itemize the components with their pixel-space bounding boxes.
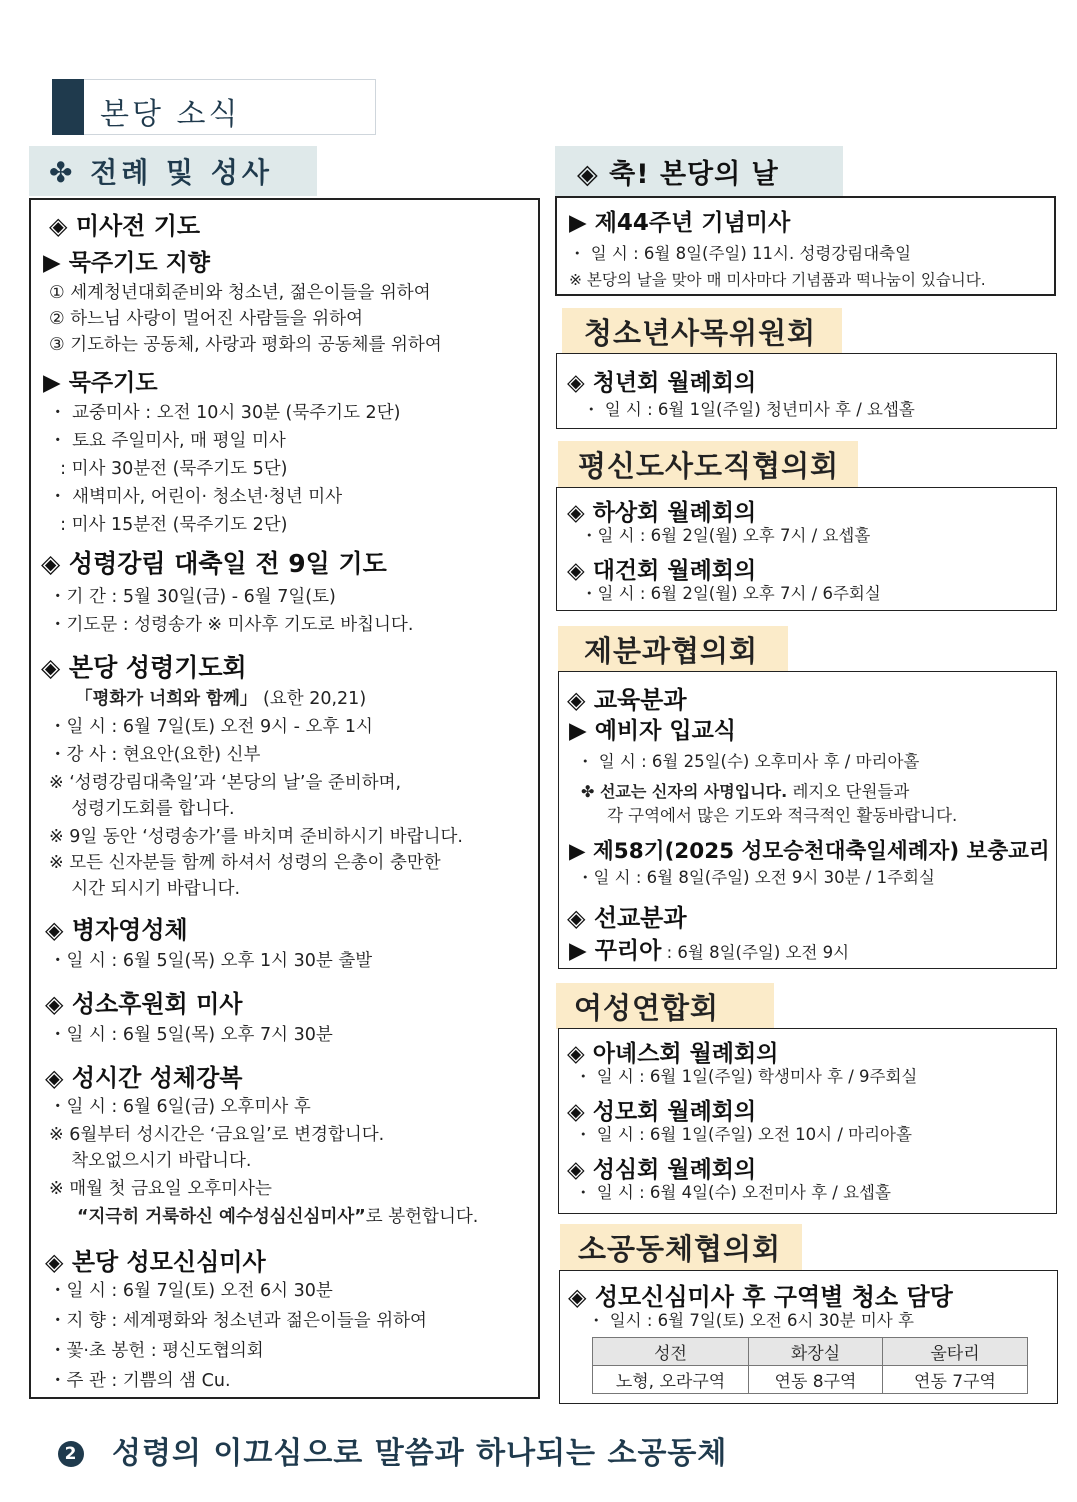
youth-meeting-line: ・ 일 시 : 6월 1일(주일) 청년미사 후 / 요셉홀 [583,400,915,419]
footer-slogan-text: 성령의 이끄심으로 말씀과 하나되는 소공동체 [112,1436,728,1471]
novena-line: ・기 간 : 5월 30일(금) - 6월 7일(토) [49,587,336,607]
section-title-sick-communion: ◈ 병자영성체 [45,916,188,944]
holy-hour-line: 착오없으시기 바랍니다. [49,1151,252,1171]
youth-meeting-title: ◈ 청년회 월례회의 [567,370,757,396]
mother-meeting-line: ・ 일 시 : 6월 1일(주일) 오전 10시 / 마리아홀 [575,1125,912,1144]
intention-item: ③ 기도하는 공동체, 사랑과 평화의 공동체를 위하여 [49,335,442,355]
retreat-theme: 「평화가 너희와 함께」 [75,689,258,709]
mission-note-bold: ✤ 선교는 신자의 사명입니다. [581,782,788,801]
retreat-line: ※ 9일 동안 ‘성령송가’를 바치며 준비하시기 바랍니다. [49,827,463,847]
laity-council-header: 평신도사도직협의회 [558,441,858,487]
liturgy-header-text: ✤ 전례 및 성사 [49,156,273,189]
holy-hour-line: ・일 시 : 6월 6일(금) 오후미사 후 [49,1097,311,1117]
small-community-panel [559,1270,1058,1404]
table-header-cell: 성전 [593,1338,749,1366]
rosary-line: : 미사 15분전 (묵주기도 2단) [49,515,288,535]
hasang-meeting-line: ・일 시 : 6월 2일(월) 오후 7시 / 요셉홀 [581,526,871,545]
table-row [593,1366,1028,1394]
parish-day-header [555,146,843,196]
anniversary-mass-line: ・ 일 시 : 6월 8일(주일) 11시. 성령강림대축일 [569,244,912,263]
women-federation-header: 여성연합회 [556,983,774,1029]
table-cell: 연동 7구역 [883,1366,1028,1394]
parish-day-header-text: ◈ 축! 본당의 날 [577,158,779,190]
rosary-line: ・ 교중미사 : 오전 10시 30분 (묵주기도 2단) [49,403,401,423]
supplementary-catechesis-title: ▶ 제58기(2025 성모승천대축일세례자) 보충교리 [569,839,1050,864]
cleaning-duty-table [592,1337,1028,1394]
cleaning-duty-line: ・ 일시 : 6월 7일(토) 오전 6시 30분 미사 후 [588,1311,914,1330]
women-federation-panel [558,1028,1057,1214]
liturgy-panel [29,198,540,1399]
sick-communion-line: ・일 시 : 6월 5일(목) 오후 1시 30분 출발 [49,951,373,971]
daegeon-meeting-title: ◈ 대건회 월례회의 [567,558,757,584]
retreat-line: ※ ‘성령강림대축일’과 ‘본당의 날’을 준비하며, [49,773,402,793]
section-title-novena: ◈ 성령강림 대축일 전 9일 기도 [41,549,387,578]
holy-hour-line-tail: 로 봉헌합니다. [365,1207,479,1227]
intention-item: ② 하느님 사랑이 멀어진 사람들을 위하여 [49,309,363,329]
catechumen-rite-title: ▶ 예비자 입교식 [569,718,737,744]
heart-meeting-line: ・ 일 시 : 6월 4일(수) 오전미사 후 / 요셉홀 [575,1183,891,1202]
footer-slogan [58,1428,727,1472]
retreat-theme-reference: (요한 20,21) [263,689,367,709]
agnes-meeting-line: ・ 일 시 : 6월 1일(주일) 학생미사 후 / 9주회실 [575,1067,918,1086]
supplementary-catechesis-line: ・일 시 : 6월 8일(주일) 오전 9시 30분 / 1주회실 [577,868,935,887]
marian-mass-line: ・일 시 : 6월 7일(토) 오전 6시 30분 [49,1281,333,1301]
holy-hour-line: ※ 매월 첫 금요일 오후미사는 [49,1179,272,1199]
small-community-header: 소공동체협의회 [560,1224,802,1270]
table-header-cell: 울타리 [883,1338,1028,1366]
holy-hour-line: ※ 6월부터 성시간은 ‘금요일’로 변경합니다. [49,1125,385,1145]
agnes-meeting-title: ◈ 아녜스회 월례회의 [567,1041,779,1067]
liturgy-header [29,146,317,196]
retreat-line: 성령기도회를 합니다. [49,799,235,819]
section-title-spirit-retreat: ◈ 본당 성령기도회 [41,653,247,682]
rosary-line: : 미사 30분전 (묵주기도 5단) [49,459,288,479]
laity-council-panel [556,487,1057,611]
table-header-row [593,1338,1028,1366]
catechumen-rite-line: ・ 일 시 : 6월 25일(수) 오후미사 후 / 마리아홀 [577,752,920,771]
youth-committee-header: 청소년사목위원회 [562,308,842,354]
retreat-line: ※ 모든 신자분들 함께 하셔서 성령의 은총이 충만한 [49,853,441,873]
section-title-premass-prayer: ◈ 미사전 기도 [49,212,201,240]
curia-title: ▶ 꾸리아 [569,938,662,964]
parish-day-panel [555,196,1056,296]
sub-committee-panel [558,671,1057,969]
novena-line: ・기도문 : 성령송가 ※ 미사후 기도로 바칩니다. [49,615,414,635]
sub-title-rosary-intention: ▶ 묵주기도 지향 [43,250,211,276]
mother-meeting-title: ◈ 성모회 월례회의 [567,1099,757,1125]
mission-note-line: 각 구역에서 많은 기도와 적극적인 활동바랍니다. [607,806,958,825]
page-title: 본당 소식 [100,97,241,132]
rosary-line: ・ 새벽미사, 어린이· 청소년·청년 미사 [49,487,343,507]
section-title-marian-mass: ◈ 본당 성모신심미사 [45,1248,266,1276]
youth-committee-panel [556,353,1057,429]
section-title-holy-hour: ◈ 성시간 성체강복 [45,1064,243,1092]
anniversary-mass-note: ※ 본당의 날을 맞아 매 미사마다 기념품과 떡나눔이 있습니다. [569,271,986,289]
sacred-heart-mass-name: “지극히 거룩하신 예수성심신심미사” [77,1207,366,1227]
curia-line: : 6월 8일(주일) 오전 9시 [661,943,850,962]
hasang-meeting-title: ◈ 하상회 월례회의 [567,500,757,526]
retreat-line: ・강 사 : 현요안(요한) 신부 [49,745,261,765]
sub-committee-header: 제분과협의회 [558,626,788,672]
intention-item: ① 세계청년대회준비와 청소년, 젊은이들을 위하여 [49,283,431,303]
table-cell: 노형, 오라구역 [593,1366,749,1394]
table-cell: 연동 8구역 [749,1366,883,1394]
education-division-title: ◈ 교육분과 [567,686,687,714]
anniversary-mass-title: ▶ 제44주년 기념미사 [569,210,791,236]
cleaning-duty-title: ◈ 성모신심미사 후 구역별 청소 담당 [568,1283,953,1311]
retreat-line: ・일 시 : 6월 7일(토) 오전 9시 - 오후 1시 [49,717,373,737]
sub-title-rosary: ▶ 묵주기도 [43,370,158,396]
table-header-cell: 화장실 [749,1338,883,1366]
marian-mass-line: ・꽃·초 봉헌 : 평신도협의회 [49,1341,264,1361]
daegeon-meeting-line: ・일 시 : 6월 2일(월) 오후 7시 / 6주회실 [581,584,881,603]
rosary-line: ・ 토요 주일미사, 매 평일 미사 [49,431,286,451]
mission-note-tail: 레지오 단원들과 [787,782,910,801]
marian-mass-line: ・주 관 : 기쁨의 샘 Cu. [49,1371,231,1391]
heart-meeting-title: ◈ 성심회 월례회의 [567,1157,757,1183]
mission-division-title: ◈ 선교분과 [567,904,687,932]
vocation-mass-line: ・일 시 : 6월 5일(목) 오후 7시 30분 [49,1025,333,1045]
section-title-vocation-mass: ◈ 성소후원회 미사 [45,990,243,1018]
retreat-line: 시간 되시기 바랍니다. [49,879,241,899]
page-number-badge: 2 [58,1441,84,1467]
title-accent-bar [52,79,84,135]
marian-mass-line: ・지 향 : 세계평화와 청소년과 젊은이들을 위하여 [49,1311,427,1331]
